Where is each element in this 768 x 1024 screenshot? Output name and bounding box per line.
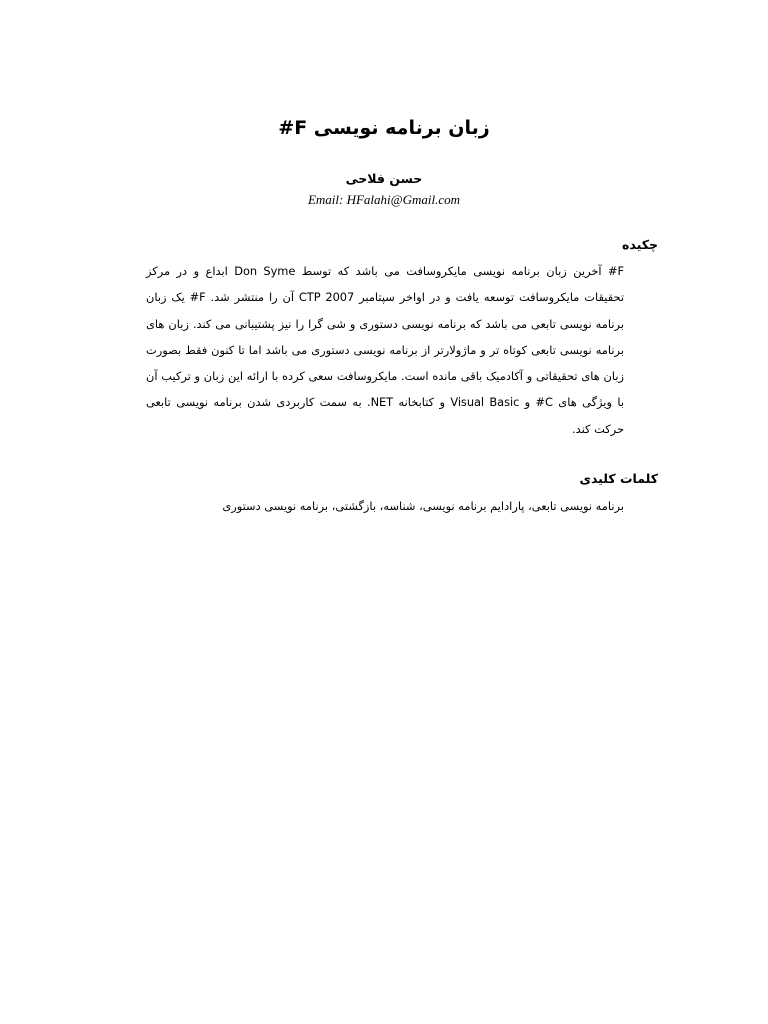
author-name: حسن فلاحی [345, 171, 423, 186]
keywords-heading: کلمات کلیدی [579, 471, 658, 486]
abstract-line: زبان های تحقیقاتی و آکادمیک باقی مانده است. مایکروسافت سعی کرده با ارائه این زبان و ترکیب آن [146, 369, 624, 384]
abstract-line: برنامه نویسی تابعی می باشد که برنامه نویسی دستوری و شی گرا را نیز پشتیبانی می کند. زبان های [146, 316, 624, 331]
author-email: Email: HFalahi@Gmail.com [307, 192, 461, 207]
abstract-body [146, 258, 624, 442]
abstract-line: تحقیقات مایکروسافت توسعه یافت و در اواخر سپتامبر CTP 2007 آن را منتشر شد. F# یک زبان [146, 290, 624, 305]
keywords-text: برنامه نویسی تابعی، پارادایم برنامه نویسی، شناسه، بازگشتی، برنامه نویسی دستوری [222, 499, 624, 513]
document-title: زبان برنامه نویسی F# [278, 117, 490, 139]
abstract-line: برنامه نویسی تابعی کوتاه تر و ماژولارتر از برنامه نویسی دستوری می باشد اما تا کنون فقط بصورت [146, 342, 624, 357]
abstract-heading: چکیده [622, 237, 658, 252]
abstract-line: F# آخرین زبان برنامه نویسی مایکروسافت می باشد که توسط Don Syme ابداع و در مرکز [146, 264, 624, 278]
abstract-line: حرکت کند. [571, 421, 624, 436]
abstract-line: با ویژگی های C# و Visual Basic و کتابخانه NET. به سمت کاربردی شدن برنامه نویسی تابعی [146, 395, 624, 410]
